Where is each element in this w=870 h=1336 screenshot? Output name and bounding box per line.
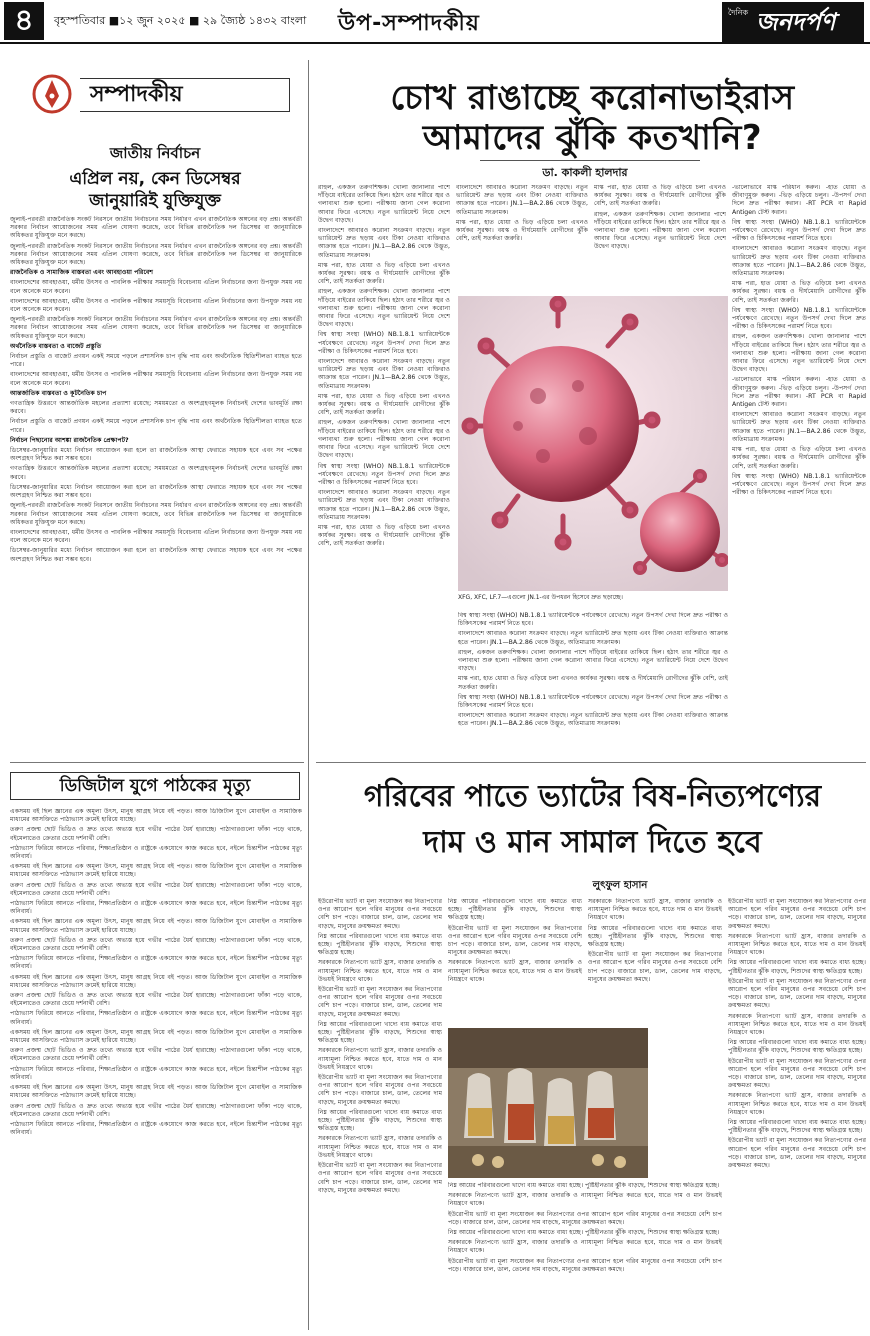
editorial-paragraph: নির্বাচন প্রস্তুতি ও বাজেট প্রণয়ন একই সময়ে পড়লে প্রশাসনিক চাপ বৃদ্ধি পায় এবং অর্থনৈতিক স্থিতিশীলতা ব্যাহত হতে পারে। — [10, 418, 302, 434]
covid-paragraph: মাস্ক পরা, হাত ধোয়া ও ভিড় এড়িয়ে চলা এখনও কার্যকর সুরক্ষা। বয়স্ক ও দীর্ঘমেয়াদি রোগীদের ঝুঁকি বেশি, তাই সতর্কতা জরুরি। — [732, 446, 866, 470]
vat-paragraph: ইউরোপীয় ভ্যাট বা মূল্য সংযোজন কর নিত্যপণ্যের ওপর আরোপ হলে গরিব মানুষের ওপর সবচেয়ে বেশি চাপ পড়ে। বাজারে চাল, ডাল, তেলের দাম বাড়ছে, মানুষের ক্রয়ক্ষমতা কমছে। — [318, 898, 442, 930]
editorial-body — [10, 216, 302, 756]
vat-paragraph: ইউরোপীয় ভ্যাট বা মূল্য সংযোজন কর নিত্যপণ্যের ওপর আরোপ হলে গরিব মানুষের ওপর সবচেয়ে বেশি চাপ পড়ে। বাজারে চাল, ডাল, তেলের দাম বাড়ছে, মানুষের ক্রয়ক্ষমতা কমছে। — [318, 1074, 442, 1106]
covid-column-1 — [318, 184, 450, 774]
covid-column-3 — [594, 184, 726, 292]
vat-paragraph: সরকারকে নিত্যপণ্যে ভ্যাট হ্রাস, বাজার তদারকি ও ন্যায্যমূল্য নিশ্চিত করতে হবে, যাতে দাম ও মান উভয়ই নিয়ন্ত্রণে থাকে। — [318, 1047, 442, 1071]
vat-paragraph: নিম্ন আয়ের পরিবারগুলো খাদ্যে ব্যয় কমাতে বাধ্য হচ্ছে। পুষ্টিহীনতার ঝুঁকি বাড়ছে, শিশুদের স্বাস্থ্য ক্ষতিগ্রস্ত হচ্ছে। — [728, 1119, 866, 1135]
vat-paragraph: নিম্ন আয়ের পরিবারগুলো খাদ্যে ব্যয় কমাতে বাধ্য হচ্ছে। পুষ্টিহীনতার ঝুঁকি বাড়ছে, শিশুদের স্বাস্থ্য ক্ষতিগ্রস্ত হচ্ছে। — [318, 1020, 442, 1045]
digital-paragraph: পাঠাভ্যাস ফিরিয়ে আনতে পরিবার, শিক্ষাপ্রতিষ্ঠান ও রাষ্ট্রকে একযোগে কাজ করতে হবে, নইলে চিন্তাশীল পাঠকের মৃত্যু অনিবার্য। — [10, 1010, 302, 1026]
digital-paragraph: একসময় বই ছিল জ্ঞানের এক অমূল্য উৎস, মানুষ আগ্রহ নিয়ে বই পড়ত। আজ ডিজিটাল যুগে মোবাইল ও সামাজিক মাধ্যমের আসক্তিতে পাঠাভ্যাস ক্রমেই হারিয়ে যাচ্ছে। — [10, 918, 302, 934]
vat-paragraph: ইউরোপীয় ভ্যাট বা মূল্য সংযোজন কর নিত্যপণ্যের ওপর আরোপ হলে গরিব মানুষের ওপর সবচেয়ে বেশি চাপ পড়ে। বাজারে চাল, ডাল, তেলের দাম বাড়ছে, মানুষের ক্রয়ক্ষমতা কমছে। — [728, 977, 866, 1010]
covid-paragraph: মাস্ক পরা, হাত ধোয়া ও ভিড় এড়িয়ে চলা এখনও কার্যকর সুরক্ষা। বয়স্ক ও দীর্ঘমেয়াদি রোগীদের ঝুঁকি বেশি, তাই সতর্কতা জরুরি। — [594, 184, 726, 208]
covid-paragraph: বিশ্ব স্বাস্থ্য সংস্থা (WHO) NB.1.8.1 ভ্যারিয়েন্টকে পর্যবেক্ষণে রেখেছে। নতুন উপসর্গ দেখা দিলে দ্রুত পরীক্ষা ও চিকিৎসকের পরামর্শ নিতে হবে। — [732, 472, 866, 497]
digital-paragraph: পাঠাভ্যাস ফিরিয়ে আনতে পরিবার, শিক্ষাপ্রতিষ্ঠান ও রাষ্ট্রকে একযোগে কাজ করতে হবে, নইলে চিন্তাশীল পাঠকের মৃত্যু অনিবার্য। — [10, 955, 302, 971]
editorial-paragraph: গণতান্ত্রিক উত্তরণে আন্তর্জাতিক মহলের প্রত্যাশা রয়েছে; সময়মতো ও অংশগ্রহণমূলক নির্বাচনই দেশের ভাবমূর্তি রক্ষা করবে। — [10, 465, 302, 481]
issue-date: বৃহস্পতিবার ■১২ জুন ২০২৫ ■ ২৯ জ্যৈষ্ঠ ১৪৩২ বাংলা — [54, 14, 307, 27]
vat-paragraph: ইউরোপীয় ভ্যাট বা মূল্য সংযোজন কর নিত্যপণ্যের ওপর আরোপ হলে গরিব মানুষের ওপর সবচেয়ে বেশি চাপ পড়ে। বাজারে চাল, ডাল, তেলের দাম বাড়ছে, মানুষের ক্রয়ক্ষমতা কমছে। — [728, 1057, 866, 1090]
vat-paragraph: সরকারকে নিত্যপণ্যে ভ্যাট হ্রাস, বাজার তদারকি ও ন্যায্যমূল্য নিশ্চিত করতে হবে, যাতে দাম ও মান উভয়ই নিয়ন্ত্রণে থাকে। — [728, 1012, 866, 1037]
editorial-paragraph: জুলাই-পরবর্তী রাজনৈতিক সংকট নিরসনে জাতীয় নির্বাচনের সময় নির্ধারণ এখন রাজনৈতিক অঙ্গনের বড় প্রশ্ন। অন্তর্বর্তী সরকার নির্বাচন আয়োজনের সময় এপ্রিল ঘোষণা করেছে, তবে বিভিন্ন রাজনৈতিক দল ডিসেম্বর বা জানুয়ারিকে অধিকতর যুক্তিযুক্ত মনে করছে। — [10, 242, 302, 267]
editorial-paragraph: বাংলাদেশের আবহাওয়া, ধর্মীয় উৎসব ও পাবলিক পরীক্ষার সময়সূচি বিবেচনায় এপ্রিল নির্বাচনের জন্য উপযুক্ত সময় নয় বলে অনেকে মনে করেন। — [10, 297, 302, 314]
digital-paragraph: পাঠাভ্যাস ফিরিয়ে আনতে পরিবার, শিক্ষাপ্রতিষ্ঠান ও রাষ্ট্রকে একযোগে কাজ করতে হবে, নইলে চিন্তাশীল পাঠকের মৃত্যু অনিবার্য। — [10, 844, 302, 861]
covid-paragraph: বিশ্ব স্বাস্থ্য সংস্থা (WHO) NB.1.8.1 ভ্যারিয়েন্টকে পর্যবেক্ষণে রেখেছে। নতুন উপসর্গ দেখা দিলে দ্রুত পরীক্ষা ও চিকিৎসকের পরামর্শ নিতে হবে। — [318, 331, 450, 355]
editorial-paragraph: বাংলাদেশের আবহাওয়া, ধর্মীয় উৎসব ও পাবলিক পরীক্ষার সময়সূচি বিবেচনায় এপ্রিল নির্বাচনের জন্য উপযুক্ত সময় নয় বলে অনেকে মনে করেন। — [10, 528, 302, 545]
vat-column-4 — [728, 898, 866, 1330]
covid-paragraph: রাহুল, একজন তরুণশিক্ষক। খোলা জানালার পাশে দাঁড়িয়ে বাইরের তাকিয়ে ছিল। হঠাৎ তার শরীরে জ্বর ও গলাব্যথা শুরু হলো। পরীক্ষায় জানা গেল করোনা আবার ফিরে এসেছে। নতুন ভ্যারিয়েন্ট নিয়ে দেশে উদ্বেগ বাড়ছে। — [458, 648, 728, 673]
covid-paragraph: রাহুল, একজন তরুণশিক্ষক। খোলা জানালার পাশে দাঁড়িয়ে বাইরের তাকিয়ে ছিল। হঠাৎ তার শরীরে জ্বর ও গলাব্যথা শুরু হলো। পরীক্ষায় জানা গেল করোনা আবার ফিরে এসেছে। নতুন ভ্যারিয়েন্ট নিয়ে দেশে উদ্বেগ বাড়ছে। — [318, 419, 450, 460]
vat-paragraph: ইউরোপীয় ভ্যাট বা মূল্য সংযোজন কর নিত্যপণ্যের ওপর আরোপ হলে গরিব মানুষের ওপর সবচেয়ে বেশি চাপ পড়ে। বাজারে চাল, ডাল, তেলের দাম বাড়ছে, মানুষের ক্রয়ক্ষমতা কমছে। — [318, 1162, 442, 1194]
vat-paragraph: ইউরোপীয় ভ্যাট বা মূল্য সংযোজন কর নিত্যপণ্যের ওপর আরোপ হলে গরিব মানুষের ওপর সবচেয়ে বেশি চাপ পড়ে। বাজারে চাল, ডাল, তেলের দাম বাড়ছে, মানুষের ক্রয়ক্ষমতা কমছে। — [728, 1137, 866, 1170]
digital-paragraph: তরুণ প্রজন্ম ছোট ভিডিও ও দ্রুত তথ্যে অভ্যস্ত হয়ে গভীর পাঠের ধৈর্য হারাচ্ছে। পাঠাগারগুলো ফাঁকা পড়ে থাকে, বইমেলাতেও ক্রেতার চেয়ে দর্শনার্থী বেশি। — [10, 1047, 302, 1063]
covid-paragraph: মাস্ক পরা, হাত ধোয়া ও ভিড় এড়িয়ে চলা এখনও কার্যকর সুরক্ষা। বয়স্ক ও দীর্ঘমেয়াদি রোগীদের ঝুঁকি বেশি, তাই সতর্কতা জরুরি। — [732, 280, 866, 304]
editorial-paragraph: ডিসেম্বর-জানুয়ারির মধ্যে নির্বাচন আয়োজন করা হলে তা রাজনৈতিক আস্থা ফেরাতে সহায়ক হবে এবং সব পক্ষের অংশগ্রহণ নিশ্চিত করা সম্ভব হবে। — [10, 547, 302, 563]
covid-paragraph: -ভালোভাবে মাস্ক পরিধান করুন। -হাত ধোয়া ও জীবাণুমুক্ত করুন। -ভিড় এড়িয়ে চলুন। -উপসর্গ দেখা দিলে দ্রুত পরীক্ষা করান। -RT PCR বা Rapid Antigen টেস্ট করান। — [732, 376, 866, 409]
digital-paragraph: একসময় বই ছিল জ্ঞানের এক অমূল্য উৎস, মানুষ আগ্রহ নিয়ে বই পড়ত। আজ ডিজিটাল যুগে মোবাইল ও সামাজিক মাধ্যমের আসক্তিতে পাঠাভ্যাস ক্রমেই হারিয়ে যাচ্ছে। — [10, 808, 302, 824]
vat-paragraph: ইউরোপীয় ভ্যাট বা মূল্য সংযোজন কর নিত্যপণ্যের ওপর আরোপ হলে গরিব মানুষের ওপর সবচেয়ে বেশি চাপ পড়ে। বাজারে চাল, ডাল, তেলের দাম বাড়ছে, মানুষের ক্রয়ক্ষমতা কমছে। — [448, 1210, 722, 1226]
covid-paragraph: মাস্ক পরা, হাত ধোয়া ও ভিড় এড়িয়ে চলা এখনও কার্যকর সুরক্ষা। বয়স্ক ও দীর্ঘমেয়াদি রোগীদের ঝুঁকি বেশি, তাই সতর্কতা জরুরি। — [318, 523, 450, 548]
covid-headline-line-2: আমাদের ঝুঁকি কতখানি? — [422, 118, 763, 158]
covid-paragraph: বিশ্ব স্বাস্থ্য সংস্থা (WHO) NB.1.8.1 ভ্যারিয়েন্টকে পর্যবেক্ষণে রেখেছে। নতুন উপসর্গ দেখা দিলে দ্রুত পরীক্ষা ও চিকিৎসকের পরামর্শ নিতে হবে। — [458, 612, 728, 628]
digital-paragraph: পাঠাভ্যাস ফিরিয়ে আনতে পরিবার, শিক্ষাপ্রতিষ্ঠান ও রাষ্ট্রকে একযোগে কাজ করতে হবে, নইলে চিন্তাশীল পাঠকের মৃত্যু অনিবার্য। — [10, 1120, 302, 1137]
editorial-paragraph: জুলাই-পরবর্তী রাজনৈতিক সংকট নিরসনে জাতীয় নির্বাচনের সময় নির্ধারণ এখন রাজনৈতিক অঙ্গনের বড় প্রশ্ন। অন্তর্বর্তী সরকার নির্বাচন আয়োজনের সময় এপ্রিল ঘোষণা করেছে, তবে বিভিন্ন রাজনৈতিক দল ডিসেম্বর বা জানুয়ারিকে অধিকতর যুক্তিযুক্ত মনে করছে। — [10, 216, 302, 240]
digital-paragraph: তরুণ প্রজন্ম ছোট ভিডিও ও দ্রুত তথ্যে অভ্যস্ত হয়ে গভীর পাঠের ধৈর্য হারাচ্ছে। পাঠাগারগুলো ফাঁকা পড়ে থাকে, বইমেলাতেও ক্রেতার চেয়ে দর্শনার্থী বেশি। — [10, 992, 302, 1008]
editorial-paragraph: বাংলাদেশের আবহাওয়া, ধর্মীয় উৎসব ও পাবলিক পরীক্ষার সময়সূচি বিবেচনায় এপ্রিল নির্বাচনের জন্য উপযুক্ত সময় নয় বলে অনেকে মনে করেন। — [10, 371, 302, 387]
covid-paragraph: বিশ্ব স্বাস্থ্য সংস্থা (WHO) NB.1.8.1 ভ্যারিয়েন্টকে পর্যবেক্ষণে রেখেছে। নতুন উপসর্গ দেখা দিলে দ্রুত পরীক্ষা ও চিকিৎসকের পরামর্শ নিতে হবে। — [458, 693, 728, 710]
vat-paragraph: ইউরোপীয় ভ্যাট বা মূল্য সংযোজন কর নিত্যপণ্যের ওপর আরোপ হলে গরিব মানুষের ওপর সবচেয়ে বেশি চাপ পড়ে। বাজারে চাল, ডাল, তেলের দাম বাড়ছে, মানুষের ক্রয়ক্ষমতা কমছে। — [728, 898, 866, 930]
vat-headline — [320, 774, 865, 866]
covid-paragraph: বাংলাদেশে আবারও করোনা সংক্রমণ বাড়ছে। নতুন ভ্যারিয়েন্ট দ্রুত ছড়ায় এবং টিকা নেওয়া ব্যক্তিরাও আক্রান্ত হতে পারেন। JN.1—BA.2.86 থেকে উদ্ভূত, অতিমাত্রায় সংক্রামক। — [318, 489, 450, 521]
digital-body — [10, 808, 302, 1328]
covid-headline-line-1: চোখ রাঙাচ্ছে করোনাভাইরাস — [390, 78, 795, 118]
digital-paragraph: একসময় বই ছিল জ্ঞানের এক অমূল্য উৎস, মানুষ আগ্রহ নিয়ে বই পড়ত। আজ ডিজিটাল যুগে মোবাইল ও সামাজিক মাধ্যমের আসক্তিতে পাঠাভ্যাস ক্রমেই হারিয়ে যাচ্ছে। — [10, 1084, 302, 1100]
vat-paragraph: সরকারকে নিত্যপণ্যে ভ্যাট হ্রাস, বাজার তদারকি ও ন্যায্যমূল্য নিশ্চিত করতে হবে, যাতে দাম ও মান উভয়ই নিয়ন্ত্রণে থাকে। — [318, 1135, 442, 1159]
page-number: ৪ — [4, 2, 44, 40]
covid-paragraph: বাংলাদেশে আবারও করোনা সংক্রমণ বাড়ছে। নতুন ভ্যারিয়েন্ট দ্রুত ছড়ায় এবং টিকা নেওয়া ব্যক্তিরাও আক্রান্ত হতে পারেন। JN.1—BA.2.86 থেকে উদ্ভূত, অতিমাত্রায় সংক্রামক। — [732, 245, 866, 278]
coronavirus-illustration — [458, 296, 728, 591]
vat-paragraph: নিম্ন আয়ের পরিবারগুলো খাদ্যে ব্যয় কমাতে বাধ্য হচ্ছে। পুষ্টিহীনতার ঝুঁকি বাড়ছে, শিশুদের স্বাস্থ্য ক্ষতিগ্রস্ত হচ্ছে। — [728, 959, 866, 975]
vat-headline-line-1: গরিবের পাতে ভ্যাটের বিষ-নিত্যপণ্যের — [363, 779, 822, 814]
logo-daily: দৈনিক — [728, 8, 749, 17]
digital-paragraph: পাঠাভ্যাস ফিরিয়ে আনতে পরিবার, শিক্ষাপ্রতিষ্ঠান ও রাষ্ট্রকে একযোগে কাজ করতে হবে, নইলে চিন্তাশীল পাঠকের মৃত্যু অনিবার্য। — [10, 900, 302, 916]
section-title: উপ-সম্পাদকীয় — [338, 11, 480, 36]
editorial-subhead: অর্থনৈতিক বাস্তবতা ও বাজেট প্রস্তুতি — [10, 342, 102, 350]
vat-byline: লুৎফুল হাসান — [592, 880, 648, 891]
vat-paragraph: ইউরোপীয় ভ্যাট বা মূল্য সংযোজন কর নিত্যপণ্যের ওপর আরোপ হলে গরিব মানুষের ওপর সবচেয়ে বেশি চাপ পড়ে। বাজারে চাল, ডাল, তেলের দাম বাড়ছে, মানুষের ক্রয়ক্ষমতা কমছে। — [448, 1257, 722, 1273]
page-header — [0, 0, 870, 44]
digital-paragraph: একসময় বই ছিল জ্ঞানের এক অমূল্য উৎস, মানুষ আগ্রহ নিয়ে বই পড়ত। আজ ডিজিটাল যুগে মোবাইল ও সামাজিক মাধ্যমের আসক্তিতে পাঠাভ্যাস ক্রমেই হারিয়ে যাচ্ছে। — [10, 973, 302, 989]
covid-column-2 — [456, 184, 588, 292]
vat-column-2 — [448, 898, 582, 1024]
digital-paragraph: তরুণ প্রজন্ম ছোট ভিডিও ও দ্রুত তথ্যে অভ্যস্ত হয়ে গভীর পাঠের ধৈর্য হারাচ্ছে। পাঠাগারগুলো ফাঁকা পড়ে থাকে, বইমেলাতেও ক্রেতার চেয়ে দর্শনার্থী বেশি। — [10, 826, 302, 842]
vat-paragraph: নিম্ন আয়ের পরিবারগুলো খাদ্যে ব্যয় কমাতে বাধ্য হচ্ছে। পুষ্টিহীনতার ঝুঁকি বাড়ছে, শিশুদের স্বাস্থ্য ক্ষতিগ্রস্ত হচ্ছে। — [448, 1182, 720, 1189]
covid-paragraph: বাংলাদেশে আবারও করোনা সংক্রমণ বাড়ছে। নতুন ভ্যারিয়েন্ট দ্রুত ছড়ায় এবং টিকা নেওয়া ব্যক্তিরাও আক্রান্ত হতে পারেন। JN.1—BA.2.86 থেকে উদ্ভূত, অতিমাত্রায় সংক্রামক। — [458, 630, 728, 646]
covid-paragraph: বিশ্ব স্বাস্থ্য সংস্থা (WHO) NB.1.8.1 ভ্যারিয়েন্টকে পর্যবেক্ষণে রেখেছে। নতুন উপসর্গ দেখা দিলে দ্রুত পরীক্ষা ও চিকিৎসকের পরামর্শ নিতে হবে। — [318, 462, 450, 486]
market-photo — [448, 1028, 648, 1178]
vat-paragraph: ইউরোপীয় ভ্যাট বা মূল্য সংযোজন কর নিত্যপণ্যের ওপর আরোপ হলে গরিব মানুষের ওপর সবচেয়ে বেশি চাপ পড়ে। বাজারে চাল, ডাল, তেলের দাম বাড়ছে, মানুষের ক্রয়ক্ষমতা কমছে। — [588, 951, 722, 983]
covid-paragraph: মাস্ক পরা, হাত ধোয়া ও ভিড় এড়িয়ে চলা এখনও কার্যকর সুরক্ষা। বয়স্ক ও দীর্ঘমেয়াদি রোগীদের ঝুঁকি বেশি, তাই সতর্কতা জরুরি। — [456, 218, 588, 243]
editorial-paragraph: নির্বাচন প্রস্তুতি ও বাজেট প্রণয়ন একই সময়ে পড়লে প্রশাসনিক চাপ বৃদ্ধি পায় এবং অর্থনৈতিক স্থিতিশীলতা ব্যাহত হতে পারে। — [10, 353, 302, 369]
byline-rule — [480, 160, 700, 161]
editorial-subhead: নির্বাচন পিছানোর আশঙ্কা রাজনৈতিক প্রেক্ষাপট? — [10, 436, 129, 444]
vat-column-lower — [448, 1182, 722, 1330]
covid-paragraph: -ভালোভাবে মাস্ক পরিধান করুন। -হাত ধোয়া ও জীবাণুমুক্ত করুন। -ভিড় এড়িয়ে চলুন। -উপসর্গ দেখা দিলে দ্রুত পরীক্ষা করান। -RT PCR বা Rapid Antigen টেস্ট করান। — [732, 184, 866, 216]
vat-column-1 — [318, 898, 442, 1330]
vat-paragraph: সরকারকে নিত্যপণ্যে ভ্যাট হ্রাস, বাজার তদারকি ও ন্যায্যমূল্য নিশ্চিত করতে হবে, যাতে দাম ও মান উভয়ই নিয়ন্ত্রণে থাকে। — [728, 932, 866, 957]
vat-paragraph: সরকারকে নিত্যপণ্যে ভ্যাট হ্রাস, বাজার তদারকি ও ন্যায্যমূল্য নিশ্চিত করতে হবে, যাতে দাম ও মান উভয়ই নিয়ন্ত্রণে থাকে। — [318, 959, 442, 983]
vat-paragraph: নিম্ন আয়ের পরিবারগুলো খাদ্যে ব্যয় কমাতে বাধ্য হচ্ছে। পুষ্টিহীনতার ঝুঁকি বাড়ছে, শিশুদের স্বাস্থ্য ক্ষতিগ্রস্ত হচ্ছে। — [448, 898, 582, 922]
editorial-kicker: জাতীয় নির্বাচন — [109, 144, 201, 162]
covid-column-lower — [458, 612, 728, 768]
editorial-subhead: রাজনৈতিক ও সামাজিক বাস্তবতা এবং আবহাওয়া পরিবেশ — [10, 269, 154, 277]
covid-paragraph: রাহুল, একজন তরুণশিক্ষক। খোলা জানালার পাশে দাঁড়িয়ে বাইরের তাকিয়ে ছিল। হঠাৎ তার শরীরে জ্বর ও গলাব্যথা শুরু হলো। পরীক্ষায় জানা গেল করোনা আবার ফিরে এসেছে। নতুন ভ্যারিয়েন্ট নিয়ে দেশে উদ্বেগ বাড়ছে। — [318, 288, 450, 329]
covid-paragraph: মাস্ক পরা, হাত ধোয়া ও ভিড় এড়িয়ে চলা এখনও কার্যকর সুরক্ষা। বয়স্ক ও দীর্ঘমেয়াদি রোগীদের ঝুঁকি বেশি, তাই সতর্কতা জরুরি। — [318, 392, 450, 417]
covid-paragraph: বাংলাদেশে আবারও করোনা সংক্রমণ বাড়ছে। নতুন ভ্যারিয়েন্ট দ্রুত ছড়ায় এবং টিকা নেওয়া ব্যক্তিরাও আক্রান্ত হতে পারেন। JN.1—BA.2.86 থেকে উদ্ভূত, অতিমাত্রায় সংক্রামক। — [458, 712, 728, 728]
editorial-headline-line-1: এপ্রিল নয়, কেন ডিসেম্বর — [69, 169, 241, 189]
digital-paragraph: তরুণ প্রজন্ম ছোট ভিডিও ও দ্রুত তথ্যে অভ্যস্ত হয়ে গভীর পাঠের ধৈর্য হারাচ্ছে। পাঠাগারগুলো ফাঁকা পড়ে থাকে, বইমেলাতেও ক্রেতার চেয়ে দর্শনার্থী বেশি। — [10, 1102, 302, 1118]
covid-paragraph: রাহুল, একজন তরুণশিক্ষক। খোলা জানালার পাশে দাঁড়িয়ে বাইরের তাকিয়ে ছিল। হঠাৎ তার শরীরে জ্বর ও গলাব্যথা শুরু হলো। পরীক্ষায় জানা গেল করোনা আবার ফিরে এসেছে। নতুন ভ্যারিয়েন্ট নিয়ে দেশে উদ্বেগ বাড়ছে। — [594, 210, 726, 251]
vat-paragraph: নিম্ন আয়ের পরিবারগুলো খাদ্যে ব্যয় কমাতে বাধ্য হচ্ছে। পুষ্টিহীনতার ঝুঁকি বাড়ছে, শিশুদের স্বাস্থ্য ক্ষতিগ্রস্ত হচ্ছে। — [448, 1229, 720, 1237]
logo-name: জনদর্পণ — [756, 8, 836, 36]
vat-paragraph: সরকারকে নিত্যপণ্যে ভ্যাট হ্রাস, বাজার তদারকি ও ন্যায্যমূল্য নিশ্চিত করতে হবে, যাতে দাম ও মান উভয়ই নিয়ন্ত্রণে থাকে। — [728, 1092, 866, 1116]
covid-byline: ডা. কাকলী হালদার — [542, 166, 628, 179]
covid-paragraph: বাংলাদেশে আবারও করোনা সংক্রমণ বাড়ছে। নতুন ভ্যারিয়েন্ট দ্রুত ছড়ায় এবং টিকা নেওয়া ব্যক্তিরাও আক্রান্ত হতে পারেন। JN.1—BA.2.86 থেকে উদ্ভূত, অতিমাত্রায় সংক্রামক। — [456, 184, 588, 216]
vat-paragraph: নিম্ন আয়ের পরিবারগুলো খাদ্যে ব্যয় কমাতে বাধ্য হচ্ছে। পুষ্টিহীনতার ঝুঁকি বাড়ছে, শিশুদের স্বাস্থ্য ক্ষতিগ্রস্ত হচ্ছে। — [318, 932, 442, 957]
covid-paragraph: বিশ্ব স্বাস্থ্য সংস্থা (WHO) NB.1.8.1 ভ্যারিয়েন্টকে পর্যবেক্ষণে রেখেছে। নতুন উপসর্গ দেখা দিলে দ্রুত পরীক্ষা ও চিকিৎসকের পরামর্শ নিতে হবে। — [732, 218, 866, 243]
editorial-paragraph: গণতান্ত্রিক উত্তরণে আন্তর্জাতিক মহলের প্রত্যাশা রয়েছে; সময়মতো ও অংশগ্রহণমূলক নির্বাচনই দেশের ভাবমূর্তি রক্ষা করবে। — [10, 400, 302, 416]
editorial-title: সম্পাদকীয় — [80, 78, 290, 112]
editorial-paragraph: ডিসেম্বর-জানুয়ারির মধ্যে নির্বাচন আয়োজন করা হলে তা রাজনৈতিক আস্থা ফেরাতে সহায়ক হবে এবং সব পক্ষের অংশগ্রহণ নিশ্চিত করা সম্ভব হবে। — [10, 447, 302, 463]
vat-paragraph: ইউরোপীয় ভ্যাট বা মূল্য সংযোজন কর নিত্যপণ্যের ওপর আরোপ হলে গরিব মানুষের ওপর সবচেয়ে বেশি চাপ পড়ে। বাজারে চাল, ডাল, তেলের দাম বাড়ছে, মানুষের ক্রয়ক্ষমতা কমছে। — [448, 924, 582, 957]
vat-paragraph: ইউরোপীয় ভ্যাট বা মূল্য সংযোজন কর নিত্যপণ্যের ওপর আরোপ হলে গরিব মানুষের ওপর সবচেয়ে বেশি চাপ পড়ে। বাজারে চাল, ডাল, তেলের দাম বাড়ছে, মানুষের ক্রয়ক্ষমতা কমছে। — [318, 986, 442, 1018]
editorial-subhead: আন্তর্জাতিক বাস্তবতা ও কূটনৈতিক চাপ — [10, 389, 107, 397]
vat-paragraph: নিম্ন আয়ের পরিবারগুলো খাদ্যে ব্যয় কমাতে বাধ্য হচ্ছে। পুষ্টিহীনতার ঝুঁকি বাড়ছে, শিশুদের স্বাস্থ্য ক্ষতিগ্রস্ত হচ্ছে। — [588, 924, 722, 949]
vat-paragraph: সরকারকে নিত্যপণ্যে ভ্যাট হ্রাস, বাজার তদারকি ও ন্যায্যমূল্য নিশ্চিত করতে হবে, যাতে দাম ও মান উভয়ই নিয়ন্ত্রণে থাকে। — [448, 959, 582, 983]
covid-headline — [320, 78, 865, 158]
editorial-paragraph: জুলাই-পরবর্তী রাজনৈতিক সংকট নিরসনে জাতীয় নির্বাচনের সময় নির্ধারণ এখন রাজনৈতিক অঙ্গনের বড় প্রশ্ন। অন্তর্বর্তী সরকার নির্বাচন আয়োজনের সময় এপ্রিল ঘোষণা করেছে, তবে বিভিন্ন রাজনৈতিক দল ডিসেম্বর বা জানুয়ারিকে অধিকতর যুক্তিযুক্ত মনে করছে। — [10, 316, 302, 340]
digital-paragraph: একসময় বই ছিল জ্ঞানের এক অমূল্য উৎস, মানুষ আগ্রহ নিয়ে বই পড়ত। আজ ডিজিটাল যুগে মোবাইল ও সামাজিক মাধ্যমের আসক্তিতে পাঠাভ্যাস ক্রমেই হারিয়ে যাচ্ছে। — [10, 863, 302, 879]
editorial-masthead — [10, 68, 300, 128]
covid-column-4 — [732, 184, 866, 774]
covid-paragraph: বাংলাদেশে আবারও করোনা সংক্রমণ বাড়ছে। নতুন ভ্যারিয়েন্ট দ্রুত ছড়ায় এবং টিকা নেওয়া ব্যক্তিরাও আক্রান্ত হতে পারেন। JN.1—BA.2.86 থেকে উদ্ভূত, অতিমাত্রায় সংক্রামক। — [318, 227, 450, 259]
column-divider — [308, 60, 309, 1330]
editorial-headline — [10, 168, 300, 212]
vat-headline-line-2: দাম ও মান সামাল দিতে হবে — [423, 825, 762, 860]
covid-paragraph: মাস্ক পরা, হাত ধোয়া ও ভিড় এড়িয়ে চলা এখনও কার্যকর সুরক্ষা। বয়স্ক ও দীর্ঘমেয়াদি রোগীদের ঝুঁকি বেশি, তাই সতর্কতা জরুরি। — [318, 261, 450, 286]
vat-paragraph: নিম্ন আয়ের পরিবারগুলো খাদ্যে ব্যয় কমাতে বাধ্য হচ্ছে। পুষ্টিহীনতার ঝুঁকি বাড়ছে, শিশুদের স্বাস্থ্য ক্ষতিগ্রস্ত হচ্ছে। — [318, 1108, 442, 1133]
digital-paragraph: একসময় বই ছিল জ্ঞানের এক অমূল্য উৎস, মানুষ আগ্রহ নিয়ে বই পড়ত। আজ ডিজিটাল যুগে মোবাইল ও সামাজিক মাধ্যমের আসক্তিতে পাঠাভ্যাস ক্রমেই হারিয়ে যাচ্ছে। — [10, 1028, 302, 1045]
editorial-headline-line-2: জানুয়ারিই যুক্তিযুক্ত — [89, 191, 221, 211]
covid-paragraph: রাহুল, একজন তরুণশিক্ষক। খোলা জানালার পাশে দাঁড়িয়ে বাইরের তাকিয়ে ছিল। হঠাৎ তার শরীরে জ্বর ও গলাব্যথা শুরু হলো। পরীক্ষায় জানা গেল করোনা আবার ফিরে এসেছে। নতুন ভ্যারিয়েন্ট নিয়ে দেশে উদ্বেগ বাড়ছে। — [732, 333, 866, 374]
editorial-paragraph: ডিসেম্বর-জানুয়ারির মধ্যে নির্বাচন আয়োজন করা হলে তা রাজনৈতিক আস্থা ফেরাতে সহায়ক হবে এবং সব পক্ষের অংশগ্রহণ নিশ্চিত করা সম্ভব হবে। — [10, 483, 302, 500]
newspaper-logo — [722, 2, 864, 42]
covid-paragraph: বাংলাদেশে আবারও করোনা সংক্রমণ বাড়ছে। নতুন ভ্যারিয়েন্ট দ্রুত ছড়ায় এবং টিকা নেওয়া ব্যক্তিরাও আক্রান্ত হতে পারেন। JN.1—BA.2.86 থেকে উদ্ভূত, অতিমাত্রায় সংক্রামক। — [318, 358, 450, 390]
section-divider — [10, 762, 304, 763]
covid-paragraph: বাংলাদেশে আবারও করোনা সংক্রমণ বাড়ছে। নতুন ভ্যারিয়েন্ট দ্রুত ছড়ায় এবং টিকা নেওয়া ব্যক্তিরাও আক্রান্ত হতে পারেন। JN.1—BA.2.86 থেকে উদ্ভূত, অতিমাত্রায় সংক্রামক। — [732, 411, 866, 443]
vat-paragraph: নিম্ন আয়ের পরিবারগুলো খাদ্যে ব্যয় কমাতে বাধ্য হচ্ছে। পুষ্টিহীনতার ঝুঁকি বাড়ছে, শিশুদের স্বাস্থ্য ক্ষতিগ্রস্ত হচ্ছে। — [728, 1039, 866, 1055]
digital-paragraph: তরুণ প্রজন্ম ছোট ভিডিও ও দ্রুত তথ্যে অভ্যস্ত হয়ে গভীর পাঠের ধৈর্য হারাচ্ছে। পাঠাগারগুলো ফাঁকা পড়ে থাকে, বইমেলাতেও ক্রেতার চেয়ে দর্শনার্থী বেশি। — [10, 936, 302, 953]
editorial-paragraph: বাংলাদেশের আবহাওয়া, ধর্মীয় উৎসব ও পাবলিক পরীক্ষার সময়সূচি বিবেচনায় এপ্রিল নির্বাচনের জন্য উপযুক্ত সময় নয় বলে অনেকে মনে করেন। — [10, 279, 302, 295]
editorial-paragraph: জুলাই-পরবর্তী রাজনৈতিক সংকট নিরসনে জাতীয় নির্বাচনের সময় নির্ধারণ এখন রাজনৈতিক অঙ্গনের বড় প্রশ্ন। অন্তর্বর্তী সরকার নির্বাচন আয়োজনের সময় এপ্রিল ঘোষণা করেছে, তবে বিভিন্ন রাজনৈতিক দল ডিসেম্বর বা জানুয়ারিকে অধিকতর যুক্তিযুক্ত মনে করছে। — [10, 502, 302, 526]
covid-paragraph: বিশ্ব স্বাস্থ্য সংস্থা (WHO) NB.1.8.1 ভ্যারিয়েন্টকে পর্যবেক্ষণে রেখেছে। নতুন উপসর্গ দেখা দিলে দ্রুত পরীক্ষা ও চিকিৎসকের পরামর্শ নিতে হবে। — [732, 306, 866, 331]
vat-paragraph: সরকারকে নিত্যপণ্যে ভ্যাট হ্রাস, বাজার তদারকি ও ন্যায্যমূল্য নিশ্চিত করতে হবে, যাতে দাম ও মান উভয়ই নিয়ন্ত্রণে থাকে। — [448, 1192, 722, 1208]
vat-paragraph: সরকারকে নিত্যপণ্যে ভ্যাট হ্রাস, বাজার তদারকি ও ন্যায্যমূল্য নিশ্চিত করতে হবে, যাতে দাম ও মান উভয়ই নিয়ন্ত্রণে থাকে। — [588, 898, 722, 922]
vat-paragraph: সরকারকে নিত্যপণ্যে ভ্যাট হ্রাস, বাজার তদারকি ও ন্যায্যমূল্য নিশ্চিত করতে হবে, যাতে দাম ও মান উভয়ই নিয়ন্ত্রণে থাকে। — [448, 1239, 722, 1255]
digital-paragraph: তরুণ প্রজন্ম ছোট ভিডিও ও দ্রুত তথ্যে অভ্যস্ত হয়ে গভীর পাঠের ধৈর্য হারাচ্ছে। পাঠাগারগুলো ফাঁকা পড়ে থাকে, বইমেলাতেও ক্রেতার চেয়ে দর্শনার্থী বেশি। — [10, 881, 302, 897]
vat-column-3 — [588, 898, 722, 1024]
digital-headline: ডিজিটাল যুগে পাঠকের মৃত্যু — [10, 772, 300, 800]
digital-paragraph: পাঠাভ্যাস ফিরিয়ে আনতে পরিবার, শিক্ষাপ্রতিষ্ঠান ও রাষ্ট্রকে একযোগে কাজ করতে হবে, নইলে চিন্তাশীল পাঠকের মৃত্যু অনিবার্য। — [10, 1065, 302, 1081]
pen-nib-icon — [32, 74, 72, 114]
image-caption: XFG, XFC, LF.7—এগুলো JN.1-এর উপধরন হিসেবে দ্রুত ছড়াচ্ছে। — [458, 594, 623, 601]
covid-paragraph: মাস্ক পরা, হাত ধোয়া ও ভিড় এড়িয়ে চলা এখনও কার্যকর সুরক্ষা। বয়স্ক ও দীর্ঘমেয়াদি রোগীদের ঝুঁকি বেশি, তাই সতর্কতা জরুরি। — [458, 675, 728, 691]
covid-paragraph: রাহুল, একজন তরুণশিক্ষক। খোলা জানালার পাশে দাঁড়িয়ে বাইরের তাকিয়ে ছিল। হঠাৎ তার শরীরে জ্বর ও গলাব্যথা শুরু হলো। পরীক্ষায় জানা গেল করোনা আবার ফিরে এসেছে। নতুন ভ্যারিয়েন্ট নিয়ে দেশে উদ্বেগ বাড়ছে। — [318, 184, 450, 224]
